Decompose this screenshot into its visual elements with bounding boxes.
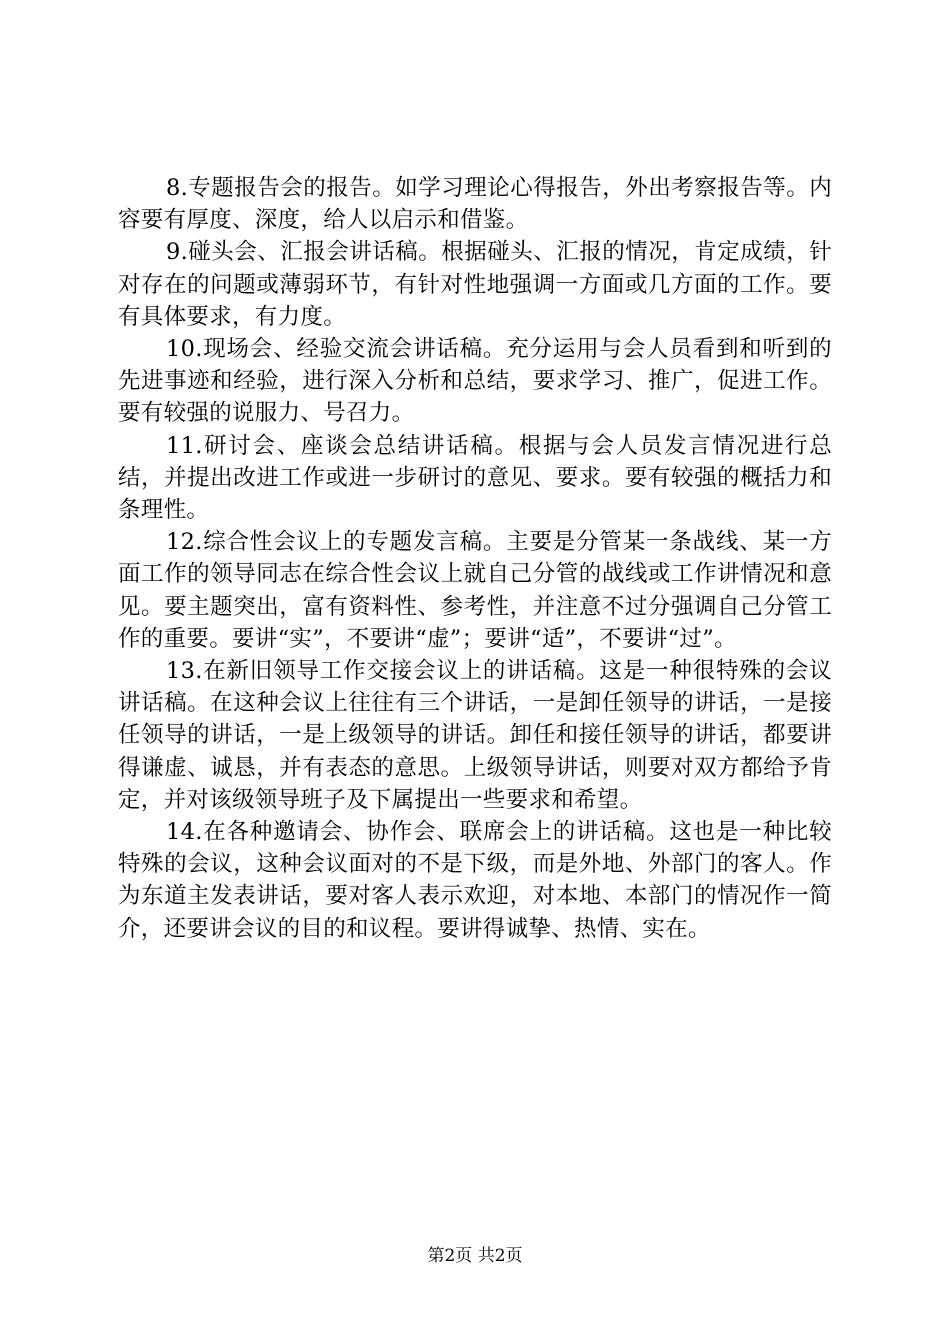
paragraph-item-12: 12.综合性会议上的专题发言稿。主要是分管某一条战线、某一方面工作的领导同志在综合性会议上就自己分管的战线或工作讲情况和意见。要主题突出，富有资料性、参考性，并注意不过分强调自己分管工作的重要。要讲“实”，不要讲“虚”；要讲“适”，不要讲“过”。 <box>118 529 832 652</box>
paragraph-item-9: 9.碰头会、汇报会讲话稿。根据碰头、汇报的情况，肯定成绩，针对存在的问题或薄弱环节，有针对性地强调一方面或几方面的工作。要有具体要求，有力度。 <box>118 239 832 330</box>
paragraph-item-8: 8.专题报告会的报告。如学习理论心得报告，外出考察报告等。内容要有厚度、深度，给人以启示和借鉴。 <box>118 175 832 234</box>
page-footer: 第2页 共2页 <box>427 1246 523 1266</box>
paragraph-item-10: 10.现场会、经验交流会讲话稿。充分运用与会人员看到和听到的先进事迹和经验，进行深入分析和总结，要求学习、推广，促进工作。要有较强的说服力、号召力。 <box>118 336 832 427</box>
paragraph-item-11: 11.研讨会、座谈会总结讲话稿。根据与会人员发言情况进行总结，并提出改进工作或进一步研讨的意见、要求。要有较强的概括力和条理性。 <box>118 432 832 524</box>
paragraph-item-13: 13.在新旧领导工作交接会议上的讲话稿。这是一种很特殊的会议讲话稿。在这种会议上往往有三个讲话，一是卸任领导的讲话，一是接任领导的讲话，一是上级领导的讲话。卸任和接任领导的讲话，都要讲得谦虚、诚恳，并有表态的意思。上级领导讲话，则要对双方都给予肯定，并对该级领导班子及下属提出一些要求和希望。 <box>118 658 832 813</box>
paragraph-item-14: 14.在各种邀请会、协作会、联席会上的讲话稿。这也是一种比较特殊的会议，这种会议面对的不是下级，而是外地、外部门的客人。作为东道主发表讲话，要对客人表示欢迎，对本地、本部门的情况作一简介，还要讲会议的目的和议程。要讲得诚挚、热情、实在。 <box>118 819 832 942</box>
document-body <box>118 172 832 945</box>
